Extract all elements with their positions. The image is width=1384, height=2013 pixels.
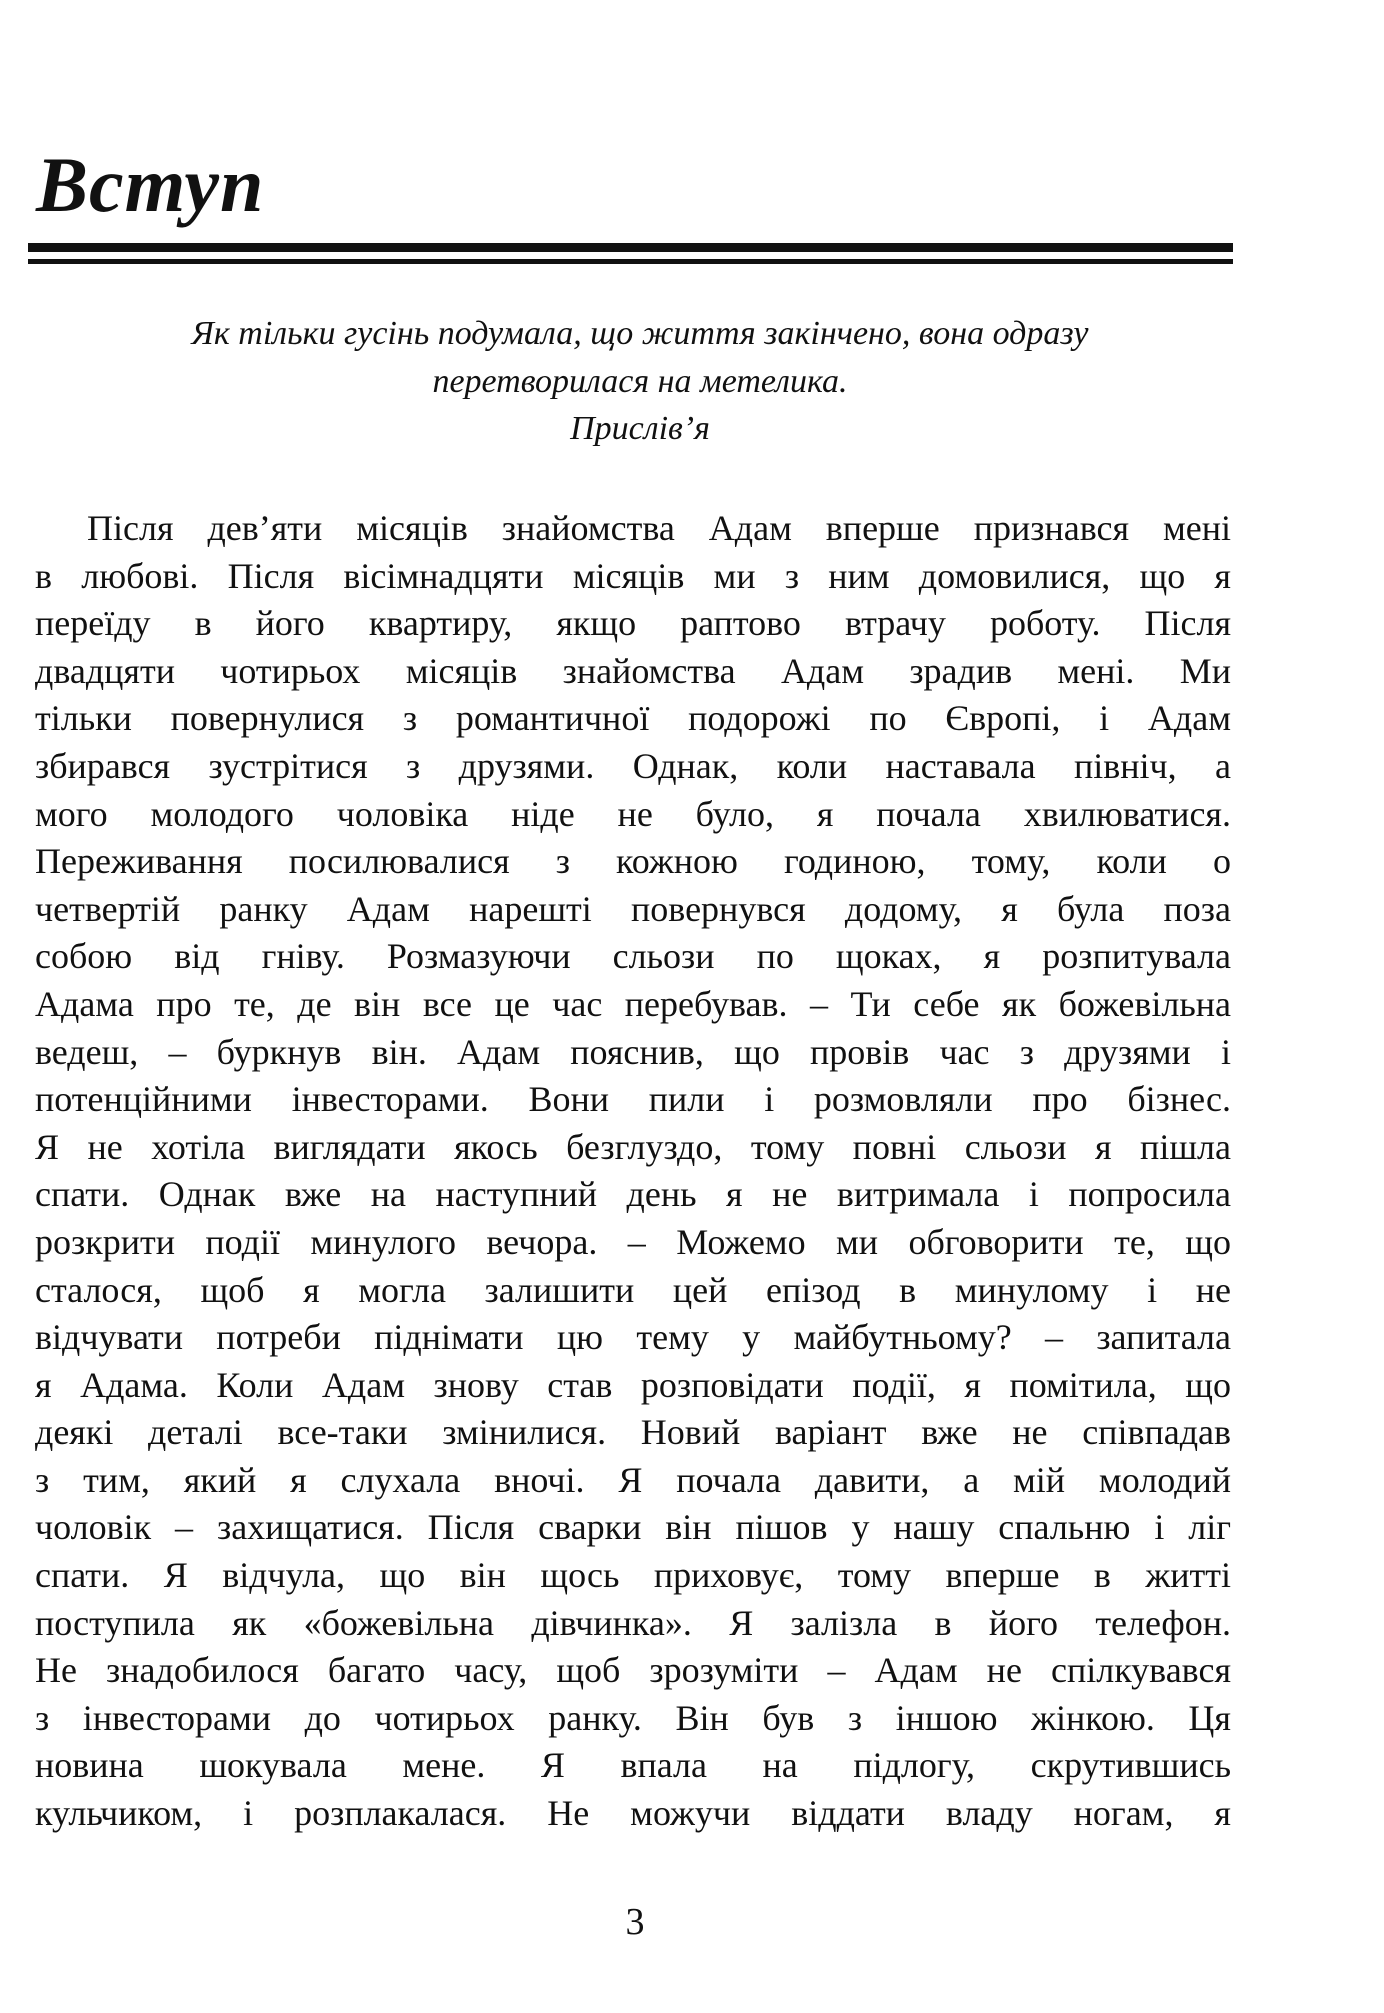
body-line-text: новина шокувала мене. Я впала на підлогу, скрутившись xyxy=(35,1745,1231,1786)
title-rule-thin xyxy=(28,259,1233,264)
body-line xyxy=(35,1076,1231,1124)
body-line-text: ведеш, – буркнув він. Адам пояснив, що провів час з друзями і xyxy=(35,1031,1231,1072)
body-line-text: двадцяти чотирьох місяців знайомства Адам зрадив мені. Ми xyxy=(35,650,1231,691)
body-line-text: Переживання посилювалися з кожною годиною, тому, коли о xyxy=(35,841,1231,882)
epigraph-line: Як тільки гусінь подумала, що життя закінчено, вона одразу xyxy=(191,315,1089,352)
body-line xyxy=(35,600,1231,648)
body-line-text: четвертій ранку Адам нарешті повернувся додому, я була поза xyxy=(35,888,1231,929)
epigraph-line: перетворилася на метелика. xyxy=(432,363,848,400)
body-line xyxy=(35,743,1231,791)
body-line xyxy=(35,1647,1231,1695)
body-line xyxy=(35,1695,1231,1743)
body-line xyxy=(35,886,1231,934)
page-number: 3 xyxy=(625,1901,645,1943)
body-line xyxy=(35,1219,1231,1267)
body-line-text: я Адама. Коли Адам знову став розповідати події, я помітила, що xyxy=(35,1364,1231,1405)
body-line xyxy=(35,1267,1231,1315)
body-line-text: з інвесторами до чотирьох ранку. Він був з іншою жінкою. Ця xyxy=(35,1697,1231,1738)
body-line xyxy=(35,1029,1231,1077)
body-line-text: мого молодого чоловіка ніде не було, я почала хвилюватися. xyxy=(35,793,1231,834)
body-line xyxy=(35,1124,1231,1172)
body-line-text: чоловік – захищатися. Після сварки він пішов у нашу спальню і ліг xyxy=(35,1507,1231,1548)
body-line-text: сталося, щоб я могла залишити цей епізод в минулому і не xyxy=(35,1269,1231,1310)
body-line-text: собою від гніву. Розмазуючи сльози по щоках, я розпитувала xyxy=(35,936,1231,977)
body-line xyxy=(35,505,1231,553)
body-line xyxy=(35,648,1231,696)
body-line-text: розкрити події минулого вечора. – Можемо ми обговорити те, що xyxy=(35,1221,1231,1262)
body-line-text: збирався зустрітися з друзями. Однак, коли наставала північ, а xyxy=(35,745,1231,786)
body-line xyxy=(35,838,1231,886)
body-text xyxy=(35,505,1231,1838)
body-line xyxy=(35,1742,1231,1790)
body-line-text: переїду в його квартиру, якщо раптово втрачу роботу. Після xyxy=(35,603,1231,644)
body-line-text: спати. Я відчула, що він щось приховує, тому вперше в житті xyxy=(35,1555,1231,1596)
body-line-text: з тим, який я слухала вночі. Я почала давити, а мій молодий xyxy=(35,1459,1231,1500)
body-line-text: спати. Однак вже на наступний день я не витримала і попросила xyxy=(35,1174,1231,1215)
body-line-text: Не знадобилося багато часу, щоб зрозуміти – Адам не спілкувався xyxy=(35,1650,1231,1691)
body-line-text: Після дев’яти місяців знайомства Адам вперше признався мені xyxy=(87,508,1231,548)
body-line-text: в любові. Після вісімнадцяти місяців ми з ним домовилися, що я xyxy=(35,555,1231,596)
body-line-text: потенційними інвесторами. Вони пили і розмовляли про бізнес. xyxy=(35,1079,1231,1120)
body-line xyxy=(35,1457,1231,1505)
body-line xyxy=(35,791,1231,839)
body-line xyxy=(35,1552,1231,1600)
epigraph-source: Прислів’я xyxy=(570,410,710,447)
body-line xyxy=(35,1409,1231,1457)
title-rule-thick xyxy=(28,243,1233,252)
body-line-text: тільки повернулися з романтичної подорожі по Європі, і Адам xyxy=(35,698,1231,739)
body-line-text: кульчиком, і розплакалася. Не можучи віддати владу ногам, я xyxy=(35,1793,1231,1834)
body-line xyxy=(35,1314,1231,1362)
body-line xyxy=(35,933,1231,981)
body-line xyxy=(35,553,1231,601)
chapter-title: Вступ xyxy=(36,141,265,228)
body-line xyxy=(35,981,1231,1029)
body-line-text: поступила як «божевільна дівчинка». Я залізла в його телефон. xyxy=(35,1602,1231,1643)
body-line xyxy=(35,695,1231,743)
body-line-text: відчувати потреби піднімати цю тему у майбутньому? – запитала xyxy=(35,1317,1231,1358)
body-line xyxy=(35,1362,1231,1410)
body-line-text: Я не хотіла виглядати якось безглуздо, тому повні сльози я пішла xyxy=(35,1126,1231,1167)
body-line xyxy=(35,1790,1231,1838)
body-line-text: Адама про те, де він все це час перебував. – Ти себе як божевільна xyxy=(35,983,1231,1024)
body-line xyxy=(35,1171,1231,1219)
body-line xyxy=(35,1600,1231,1648)
body-line-text: деякі деталі все-таки змінилися. Новий варіант вже не співпадав xyxy=(35,1412,1231,1453)
body-line xyxy=(35,1504,1231,1552)
